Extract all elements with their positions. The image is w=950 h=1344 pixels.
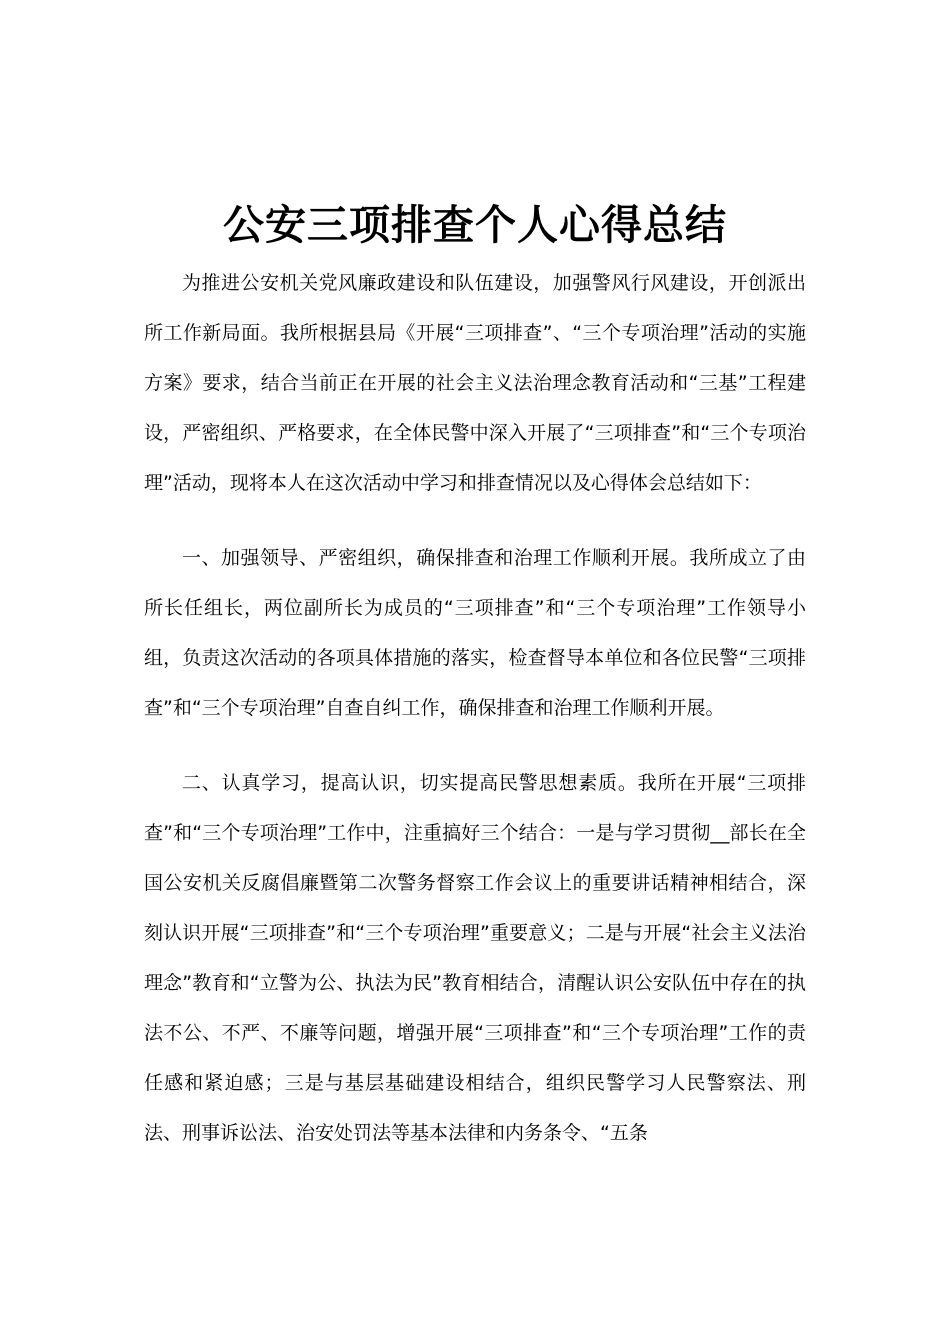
paragraph-intro: 为推进公安机关党风廉政建设和队伍建设，加强警风行风建设，开创派出所工作新局面。我所根据县局《开展“三项排查”、“三个专项治理”活动的实施方案》要求，结合当前正在开展的社会主义法治理念教育活动和“三基”工程建设，严密组织、严格要求，在全体民警中深入开展了“三项排查”和“三个专项治理”活动，现将本人在这次活动中学习和排查情况以及心得体会总结如下： xyxy=(144,272,806,494)
paragraph-section-2: 二、认真学习，提高认识，切实提高民警思想素质。我所在开展“三项排查”和“三个专项治理”工作中，注重搞好三个结合：一是与学习贯彻__部长在全国公安机关反腐倡廉暨第二次警务督察工作会议上的重要讲话精神相结合，深刻认识开展“三项排查”和“三个专项治理”重要意义；二是与开展“社会主义法治理念”教育和“立警为公、执法为民”教育相结合，清醒认识公安队伍中存在的执法不公、不严、不廉等问题，增强开展“三项排查”和“三个专项治理”工作的责任感和紧迫感；三是与基层基础建设相结合，组织民警学习人民警察法、刑法、刑事诉讼法、治安处罚法等基本法律和内务条令、“五条 xyxy=(144,772,806,1144)
document-title: 公安三项排查个人心得总结 xyxy=(223,201,727,250)
paragraph-section-1: 一、加强领导、严密组织，确保排查和治理工作顺利开展。我所成立了由所长任组长，两位副所长为成员的“三项排查”和“三个专项治理”工作领导小组，负责这次活动的各项具体措施的落实，检查督导本单位和各位民警“三项排查”和“三个专项治理”自查自纠工作，确保排查和治理工作顺利开展。 xyxy=(144,547,806,719)
document-body xyxy=(144,258,806,1183)
